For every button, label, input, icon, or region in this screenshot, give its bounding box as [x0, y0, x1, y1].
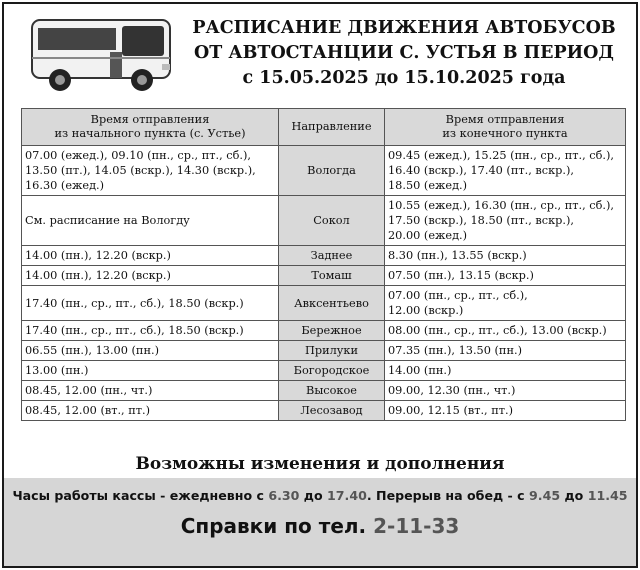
return-cell: 09.00, 12.15 (вт., пт.): [385, 401, 626, 421]
hours-to: до: [299, 488, 328, 503]
break-end-time: 11.45: [587, 488, 628, 503]
open-time: 6.30: [268, 488, 300, 503]
direction-cell: Авксентьево: [279, 286, 385, 321]
page-title: [182, 16, 626, 91]
table-row: [22, 246, 626, 266]
direction-cell: Прилуки: [279, 341, 385, 361]
table-row: [22, 196, 626, 246]
direction-cell: Вологда: [279, 146, 385, 196]
direction-cell: Сокол: [279, 196, 385, 246]
table-row: [22, 321, 626, 341]
departure-cell: 17.40 (пн., ср., пт., сб.), 18.50 (вскр.): [22, 286, 279, 321]
table-row: [22, 286, 626, 321]
break-to: до: [560, 488, 588, 503]
return-cell: 10.55 (ежед.), 16.30 (пн., ср., пт., сб.), 17.50 (вскр.), 18.50 (пт., вскр.), 20.00 (ежед.): [385, 196, 626, 246]
direction-cell: Лесозавод: [279, 401, 385, 421]
column-header-departure: Время отправления из начального пункта (с. Устье): [22, 109, 279, 146]
departure-cell: 14.00 (пн.), 12.20 (вскр.): [22, 246, 279, 266]
departure-cell: 17.40 (пн., ср., пт., сб.), 18.50 (вскр.): [22, 321, 279, 341]
phone-number: 2-11-33: [373, 514, 460, 538]
return-cell: 08.00 (пн., ср., пт., сб.), 13.00 (вскр.): [385, 321, 626, 341]
direction-cell: Томаш: [279, 266, 385, 286]
return-cell: 09.45 (ежед.), 15.25 (пн., ср., пт., сб.), 16.40 (вскр.), 17.40 (пт., вскр.), 18.50 (ежед.): [385, 146, 626, 196]
departure-cell: 06.55 (пн.), 13.00 (пн.): [22, 341, 279, 361]
return-cell: 8.30 (пн.), 13.55 (вскр.): [385, 246, 626, 266]
title-line-1: РАСПИСАНИЕ ДВИЖЕНИЯ АВТОБУСОВ: [192, 18, 616, 38]
column-header-return: Время отправления из конечного пункта: [385, 109, 626, 146]
table-row: [22, 146, 626, 196]
table-row: [22, 401, 626, 421]
departure-cell: 13.00 (пн.): [22, 361, 279, 381]
return-cell: 14.00 (пн.): [385, 361, 626, 381]
title-line-3: с 15.05.2025 до 15.10.2025 года: [242, 68, 566, 88]
table-row: [22, 266, 626, 286]
return-cell: 07.35 (пн.), 13.50 (пн.): [385, 341, 626, 361]
close-time: 17.40: [327, 488, 367, 503]
direction-cell: Богородское: [279, 361, 385, 381]
break-prefix: . Перерыв на обед - с: [366, 488, 530, 503]
changes-notice: Возможны изменения и дополнения: [135, 454, 505, 474]
column-header-direction: Направление: [279, 109, 385, 146]
hours-prefix: Часы работы кассы - ежедневно с: [12, 488, 269, 503]
direction-cell: Высокое: [279, 381, 385, 401]
direction-cell: Заднее: [279, 246, 385, 266]
departure-cell: См. расписание на Вологду: [22, 196, 279, 246]
bus-image: [26, 12, 176, 100]
break-start-time: 9.45: [529, 488, 561, 503]
table-row: [22, 361, 626, 381]
schedule-poster: [2, 2, 638, 568]
schedule-table: [21, 108, 626, 421]
departure-cell: 08.45, 12.00 (пн., чт.): [22, 381, 279, 401]
return-cell: 07.00 (пн., ср., пт., сб.), 12.00 (вскр.): [385, 286, 626, 321]
table-row: [22, 381, 626, 401]
table-row: [22, 341, 626, 361]
ticket-office-hours: [4, 488, 636, 503]
footer-band: [4, 478, 636, 566]
return-cell: 09.00, 12.30 (пн., чт.): [385, 381, 626, 401]
title-line-2: ОТ АВТОСТАНЦИИ С. УСТЬЯ В ПЕРИОД: [194, 43, 614, 63]
direction-cell: Бережное: [279, 321, 385, 341]
phone-label: Справки по тел.: [180, 514, 374, 538]
return-cell: 07.50 (пн.), 13.15 (вскр.): [385, 266, 626, 286]
departure-cell: 07.00 (ежед.), 09.10 (пн., ср., пт., сб.), 13.50 (пт.), 14.05 (вскр.), 14.30 (вскр.), 16.30 (ежед.): [22, 146, 279, 196]
table-header-row: [22, 109, 626, 146]
phone-info: [4, 514, 636, 538]
departure-cell: 08.45, 12.00 (вт., пт.): [22, 401, 279, 421]
departure-cell: 14.00 (пн.), 12.20 (вскр.): [22, 266, 279, 286]
